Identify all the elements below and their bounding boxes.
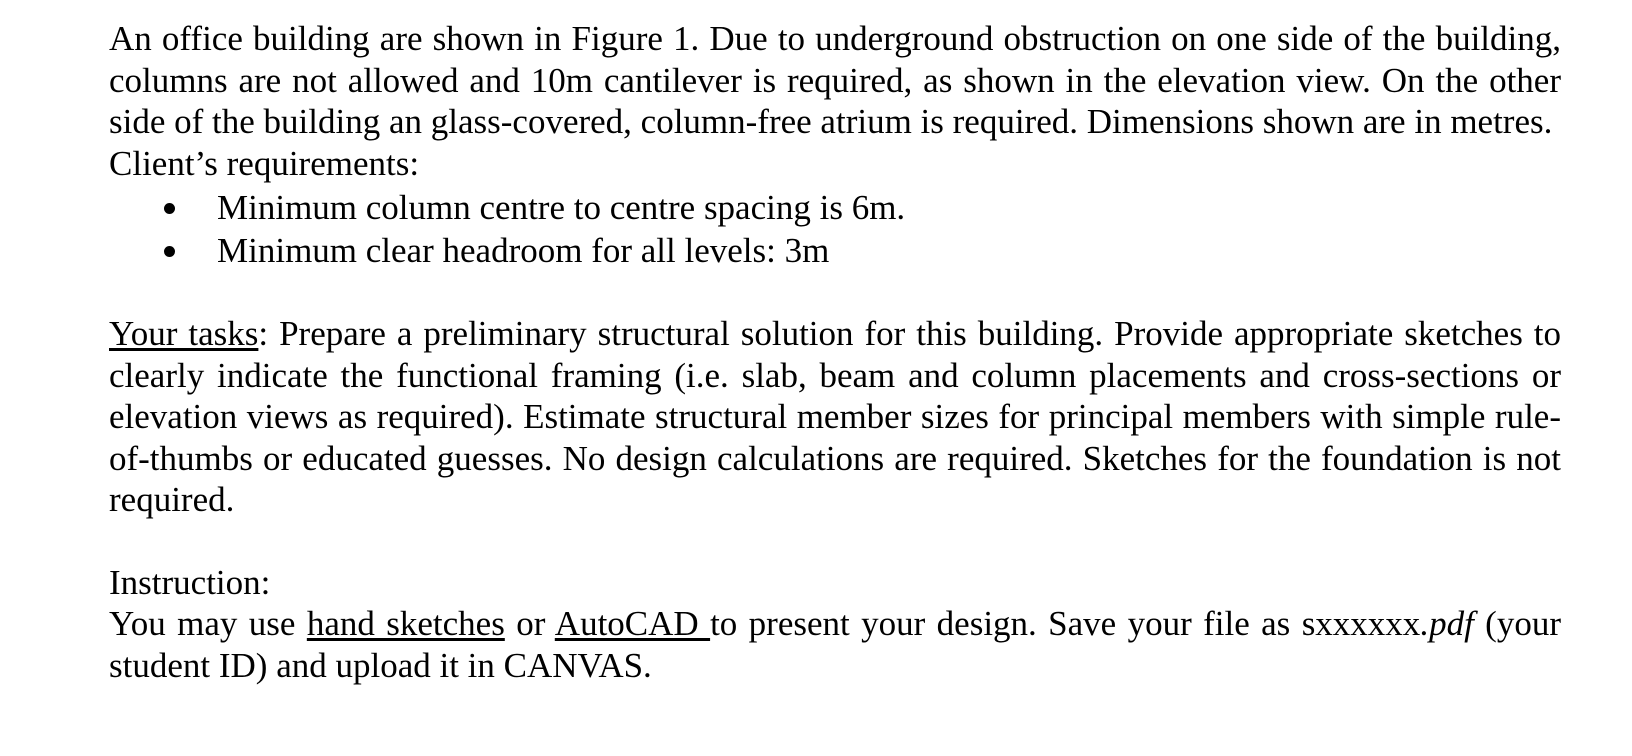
tasks-text: Prepare a preliminary structural solution for this building. Provide appropriate sketches to clearly indicate the functional framing (i.e. slab, beam and column placements and cross-sections or elevation views as required). Estimate structural member sizes for principal members with simple rule-of-thumbs or educated guesses. No design calculations are required. Sketches for the foundation is not required.	[109, 314, 1562, 519]
instruction-paragraph	[109, 603, 1561, 686]
requirement-item	[109, 229, 1561, 272]
requirement-text: Minimum column centre to centre spacing is 6m.	[217, 188, 906, 227]
bullet-icon	[164, 246, 175, 257]
paragraph-gap	[109, 272, 1561, 313]
requirement-text: Minimum clear headroom for all levels: 3m	[217, 231, 830, 270]
instruction-text: or	[504, 604, 555, 643]
paragraph-gap	[109, 521, 1561, 562]
bullet-icon	[164, 203, 175, 214]
filename-extension: .pdf	[1420, 604, 1474, 643]
instruction-heading: Instruction:	[109, 562, 271, 602]
hand-sketches-text: hand sketches	[306, 604, 505, 643]
intro-paragraph: An office building are shown in Figure 1. Due to underground obstruction on one side of the building, columns are not allowed and 10m cantilever is required, as shown in the elevation view. On the other side of the building an glass-covered, column-free atrium is required. Dimensions shown are in metres.	[109, 19, 1561, 141]
instruction-text: (your student ID) and upload it in CANVAS.	[109, 604, 1561, 685]
tasks-separator: :	[258, 314, 280, 353]
instruction-text: to present your design. Save your file as	[710, 604, 1302, 643]
requirement-item	[109, 186, 1561, 229]
requirements-list	[109, 186, 1561, 272]
document-page	[109, 18, 1561, 686]
requirements-heading: Client’s requirements:	[109, 143, 420, 183]
autocad-text: AutoCAD	[554, 604, 711, 643]
tasks-label: Your tasks	[109, 314, 259, 353]
filename-prefix: sxxxxxx	[1301, 604, 1421, 643]
instruction-text: You may use	[109, 604, 307, 643]
tasks-paragraph	[109, 313, 1561, 521]
